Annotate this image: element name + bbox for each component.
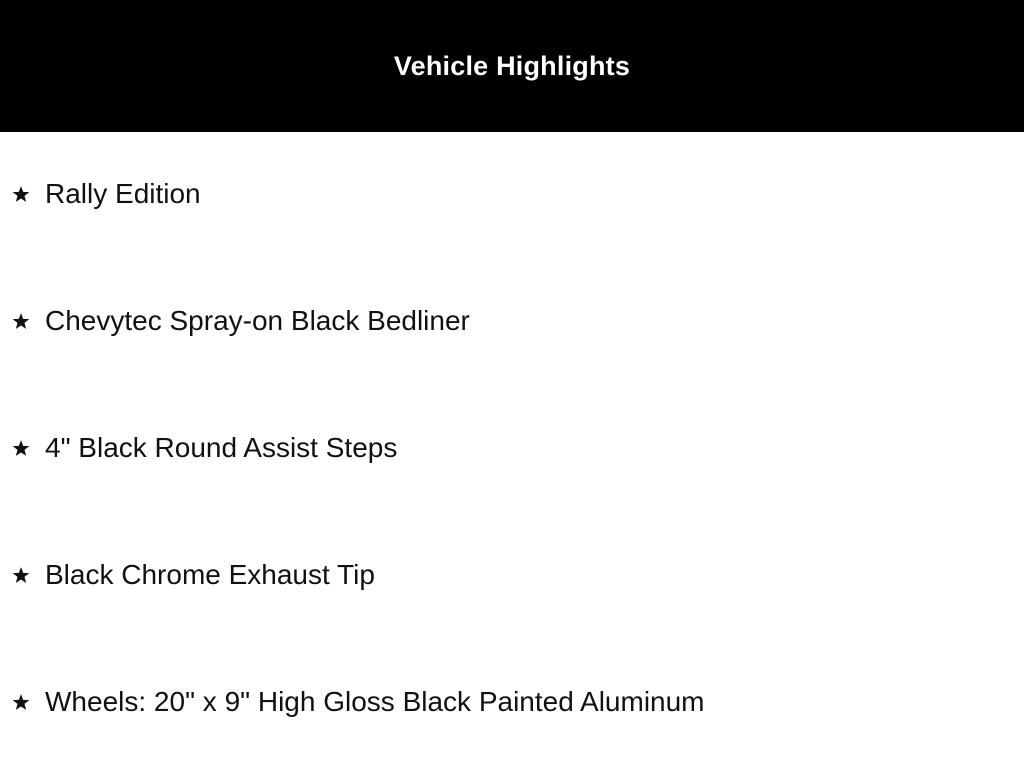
list-item-label: Wheels: 20" x 9" High Gloss Black Painted Aluminum (45, 686, 705, 717)
list-item (0, 259, 1024, 386)
star-icon (11, 565, 31, 585)
list-item (0, 513, 1024, 640)
list-item-label: 4" Black Round Assist Steps (45, 432, 398, 463)
list-item-label: Rally Edition (45, 178, 201, 209)
list-item (0, 132, 1024, 259)
star-icon (11, 692, 31, 712)
list-item (0, 386, 1024, 513)
list-item-label: Chevytec Spray-on Black Bedliner (45, 305, 470, 336)
star-icon (11, 184, 31, 204)
highlights-list (0, 132, 1024, 767)
page-header (0, 0, 1024, 132)
list-item (0, 640, 1024, 767)
list-item-label: Black Chrome Exhaust Tip (45, 559, 375, 590)
page-title: Vehicle Highlights (393, 50, 631, 81)
star-icon (11, 438, 31, 458)
star-icon (11, 311, 31, 331)
